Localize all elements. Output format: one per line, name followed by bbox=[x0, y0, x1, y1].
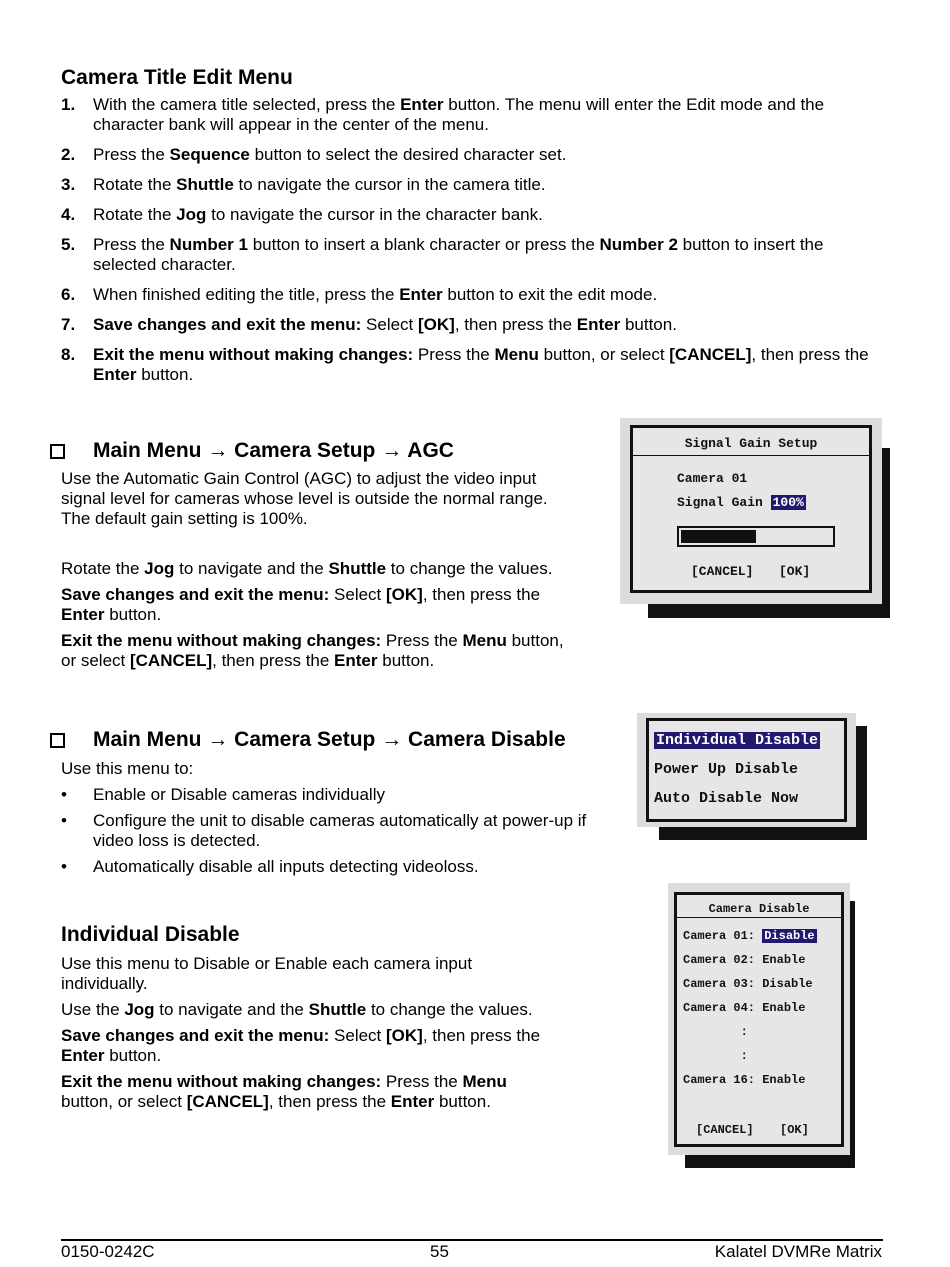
text-run: to navigate the cursor in the camera title. bbox=[233, 175, 546, 194]
text-run: to navigate and the bbox=[174, 559, 329, 578]
camera-row-value[interactable]: Enable bbox=[762, 1073, 806, 1087]
step-item bbox=[61, 205, 881, 225]
text-run: button. bbox=[104, 1046, 162, 1065]
step-item bbox=[61, 175, 881, 195]
text-run: , then press the bbox=[422, 585, 541, 604]
bullet-item bbox=[61, 811, 601, 851]
step-text bbox=[93, 205, 881, 225]
step-number: 5. bbox=[61, 235, 76, 254]
paragraph bbox=[61, 1072, 551, 1112]
bold-text: Menu bbox=[494, 345, 539, 364]
bold-text: [CANCEL] bbox=[186, 1092, 269, 1111]
text-run: button to select the desired character set. bbox=[249, 145, 567, 164]
signal-gain-label: Signal Gain bbox=[677, 495, 771, 510]
bold-text: Shuttle bbox=[308, 1000, 367, 1019]
section-title-individual-disable: Individual Disable bbox=[61, 923, 240, 946]
osd-title: Camera Disable bbox=[708, 902, 810, 916]
text-run: Select bbox=[361, 315, 419, 334]
agc-description bbox=[61, 469, 581, 677]
camera-row[interactable] bbox=[683, 1022, 748, 1042]
text-run: button to exit the edit mode. bbox=[442, 285, 658, 304]
checkbox-icon bbox=[50, 733, 65, 748]
text-run: button. The menu will enter the Edit mode and the character bank will appear in the center of the menu. bbox=[93, 95, 825, 134]
bold-text: Save changes and exit the menu: bbox=[61, 1026, 330, 1045]
text-run: , then press the bbox=[212, 651, 335, 670]
text-run: button. bbox=[136, 365, 194, 384]
signal-gain-bar[interactable] bbox=[677, 526, 835, 547]
bold-text: Shuttle bbox=[328, 559, 387, 578]
bullet-text: Configure the unit to disable cameras automatically at power-up if video loss is detected. bbox=[93, 811, 587, 850]
camera-row-label: Camera 01: bbox=[683, 929, 763, 943]
camera-title-edit-steps bbox=[61, 95, 881, 395]
paragraph bbox=[61, 559, 581, 579]
camera-row[interactable] bbox=[683, 926, 817, 946]
footer-page-number: 55 bbox=[430, 1242, 449, 1261]
bold-text: Enter bbox=[93, 365, 137, 384]
text-run: button. bbox=[104, 605, 162, 624]
osd-signal-gain-row bbox=[677, 493, 806, 513]
text-run: , then press the bbox=[268, 1092, 391, 1111]
bold-text: [CANCEL] bbox=[669, 345, 752, 364]
camera-row-label: : bbox=[683, 1049, 748, 1063]
camera-row-value[interactable]: Enable bbox=[762, 1001, 806, 1015]
camera-row[interactable] bbox=[683, 1046, 748, 1066]
camera-row-label: Camera 16: bbox=[683, 1073, 763, 1087]
section-title-agc-text: Main Menu → Camera Setup → AGC bbox=[93, 439, 454, 462]
signal-gain-bar-fill bbox=[681, 530, 756, 543]
camera-disable-intro: Use this menu to: bbox=[61, 759, 194, 778]
text-run: Use the Automatic Gain Control (AGC) to adjust the video input signal level for cameras whose level is outside the normal range. The default gain setting is 100%. bbox=[61, 469, 548, 528]
step-text bbox=[93, 345, 881, 385]
bullet-icon: • bbox=[61, 811, 67, 830]
camera-row-label: : bbox=[683, 1025, 748, 1039]
step-item bbox=[61, 345, 881, 385]
individual-disable-description bbox=[61, 954, 551, 1118]
step-text bbox=[93, 95, 881, 135]
bullet-text: Automatically disable all inputs detecting videoloss. bbox=[93, 857, 479, 876]
bold-text: Number 2 bbox=[599, 235, 678, 254]
step-number: 8. bbox=[61, 345, 76, 364]
section-title-camera-disable-text: Main Menu → Camera Setup → Camera Disable bbox=[93, 728, 566, 751]
bold-text: Menu bbox=[462, 631, 507, 650]
bold-text: Enter bbox=[61, 1046, 105, 1065]
footer-product-name: Kalatel DVMRe Matrix bbox=[714, 1242, 882, 1261]
camera-row-label: Camera 03: bbox=[683, 977, 763, 991]
camera-row[interactable] bbox=[683, 974, 813, 994]
text-run: button to insert a blank character or press the bbox=[247, 235, 600, 254]
osd-menu-item[interactable] bbox=[654, 789, 798, 809]
bold-text: Enter bbox=[576, 315, 621, 334]
step-text bbox=[93, 235, 881, 275]
text-run: , then press the bbox=[422, 1026, 541, 1045]
camera-row-value[interactable]: Enable bbox=[762, 953, 806, 967]
text-run: Press the bbox=[93, 145, 170, 164]
paragraph bbox=[61, 954, 551, 994]
paragraph bbox=[61, 1026, 551, 1066]
camera-row[interactable] bbox=[683, 998, 805, 1018]
text-run: button, or select bbox=[61, 1092, 187, 1111]
camera-row-label: Camera 02: bbox=[683, 953, 763, 967]
step-item bbox=[61, 235, 881, 275]
text-run: Press the bbox=[93, 235, 170, 254]
text-run: to navigate and the bbox=[154, 1000, 309, 1019]
text-run: , then press the bbox=[454, 315, 577, 334]
text-run: Use the bbox=[61, 1000, 125, 1019]
bullet-item bbox=[61, 857, 601, 877]
bullet-icon: • bbox=[61, 857, 67, 876]
osd-menu-item[interactable] bbox=[654, 731, 820, 751]
text-run: button. bbox=[377, 651, 435, 670]
osd-cancel-button[interactable]: [CANCEL] bbox=[691, 564, 754, 579]
bold-text: Menu bbox=[462, 1072, 507, 1091]
text-run: Rotate the bbox=[61, 559, 145, 578]
text-run: When finished editing the title, press the bbox=[93, 285, 400, 304]
osd-menu-item-label: Auto Disable Now bbox=[654, 790, 799, 807]
paragraph bbox=[61, 585, 581, 625]
bullet-icon: • bbox=[61, 785, 67, 804]
bold-text: [CANCEL] bbox=[129, 651, 213, 670]
osd-menu-item-label: Individual Disable bbox=[656, 732, 819, 749]
signal-gain-setup-osd bbox=[620, 418, 890, 618]
step-text bbox=[93, 285, 881, 305]
section-title-camera-title-edit: Camera Title Edit Menu bbox=[61, 66, 293, 89]
text-run: Press the bbox=[413, 345, 495, 364]
step-number: 7. bbox=[61, 315, 76, 334]
bold-text: Jog bbox=[176, 205, 207, 224]
osd-ok-button[interactable]: [OK] bbox=[780, 1123, 809, 1137]
bold-text: [OK] bbox=[386, 585, 423, 604]
text-run: Press the bbox=[381, 1072, 463, 1091]
text-run: Rotate the bbox=[93, 205, 177, 224]
bold-text: Exit the menu without making changes: bbox=[61, 631, 382, 650]
bold-text: [OK] bbox=[418, 315, 455, 334]
paragraph bbox=[61, 631, 581, 671]
text-run: Select bbox=[329, 1026, 387, 1045]
text-run: button. bbox=[620, 315, 677, 334]
text-run: to change the values. bbox=[366, 1000, 533, 1019]
camera-row-value[interactable]: Disable bbox=[762, 977, 813, 991]
bold-text: Exit the menu without making changes: bbox=[93, 345, 414, 364]
text-run: to change the values. bbox=[386, 559, 553, 578]
signal-gain-value[interactable]: 100% bbox=[772, 495, 804, 510]
bullet-item bbox=[61, 785, 601, 805]
bold-text: Enter bbox=[61, 605, 105, 624]
section-title-agc bbox=[50, 439, 454, 463]
osd-camera-label: Camera 01 bbox=[677, 471, 748, 486]
bold-text: Jog bbox=[144, 559, 175, 578]
step-number: 2. bbox=[61, 145, 76, 164]
paragraph bbox=[61, 1000, 551, 1020]
text-run: button, or select bbox=[61, 631, 564, 670]
camera-row-value[interactable]: Disable bbox=[764, 929, 815, 943]
footer-rule bbox=[61, 1239, 883, 1241]
text-run: With the camera title selected, press the bbox=[93, 95, 401, 114]
bold-text: Exit the menu without making changes: bbox=[61, 1072, 382, 1091]
bold-text: Enter bbox=[400, 95, 444, 114]
text-run: button, or select bbox=[538, 345, 670, 364]
bold-text: Sequence bbox=[169, 145, 250, 164]
footer-doc-number: 0150-0242C bbox=[61, 1242, 155, 1261]
bold-text: Save changes and exit the menu: bbox=[61, 585, 330, 604]
bold-text: Enter bbox=[399, 285, 443, 304]
step-text bbox=[93, 175, 881, 195]
step-number: 6. bbox=[61, 285, 76, 304]
text-run: Use this menu to Disable or Enable each camera input individually. bbox=[61, 954, 473, 993]
text-run: , then press the bbox=[751, 345, 869, 364]
step-item bbox=[61, 315, 881, 335]
bold-text: [OK] bbox=[386, 1026, 423, 1045]
osd-menu-item-label: Power Up Disable bbox=[654, 761, 799, 778]
osd-cancel-button[interactable]: [CANCEL] bbox=[696, 1123, 754, 1137]
text-run: button to insert the selected character. bbox=[93, 235, 824, 274]
bold-text: Number 1 bbox=[169, 235, 248, 254]
step-number: 4. bbox=[61, 205, 76, 224]
osd-menu-item[interactable] bbox=[654, 760, 798, 780]
bold-text: Enter bbox=[390, 1092, 435, 1111]
text-run: Select bbox=[329, 585, 387, 604]
paragraph bbox=[61, 469, 581, 529]
bold-text: Save changes and exit the menu: bbox=[93, 315, 362, 334]
camera-row-label: Camera 04: bbox=[683, 1001, 763, 1015]
text-run: Press the bbox=[381, 631, 463, 650]
text-run: button. bbox=[434, 1092, 491, 1111]
bold-text: Jog bbox=[124, 1000, 155, 1019]
step-number: 3. bbox=[61, 175, 76, 194]
camera-row[interactable] bbox=[683, 1070, 805, 1090]
bold-text: Enter bbox=[334, 651, 378, 670]
step-text bbox=[93, 315, 881, 335]
bullet-text: Enable or Disable cameras individually bbox=[93, 785, 385, 804]
text-run: to navigate the cursor in the character bank. bbox=[206, 205, 543, 224]
camera-disable-description bbox=[61, 759, 601, 883]
checkbox-icon bbox=[50, 444, 65, 459]
osd-ok-button[interactable]: [OK] bbox=[779, 564, 811, 579]
camera-row[interactable] bbox=[683, 950, 805, 970]
step-item bbox=[61, 95, 881, 135]
text-run: Rotate the bbox=[93, 175, 177, 194]
step-number: 1. bbox=[61, 95, 76, 114]
step-item bbox=[61, 145, 881, 165]
camera-disable-osd bbox=[668, 883, 858, 1169]
step-item bbox=[61, 285, 881, 305]
osd-title: Signal Gain Setup bbox=[684, 436, 818, 451]
step-text bbox=[93, 145, 881, 165]
camera-disable-menu-osd bbox=[637, 713, 869, 841]
bold-text: Shuttle bbox=[176, 175, 234, 194]
section-title-camera-disable bbox=[50, 728, 566, 752]
